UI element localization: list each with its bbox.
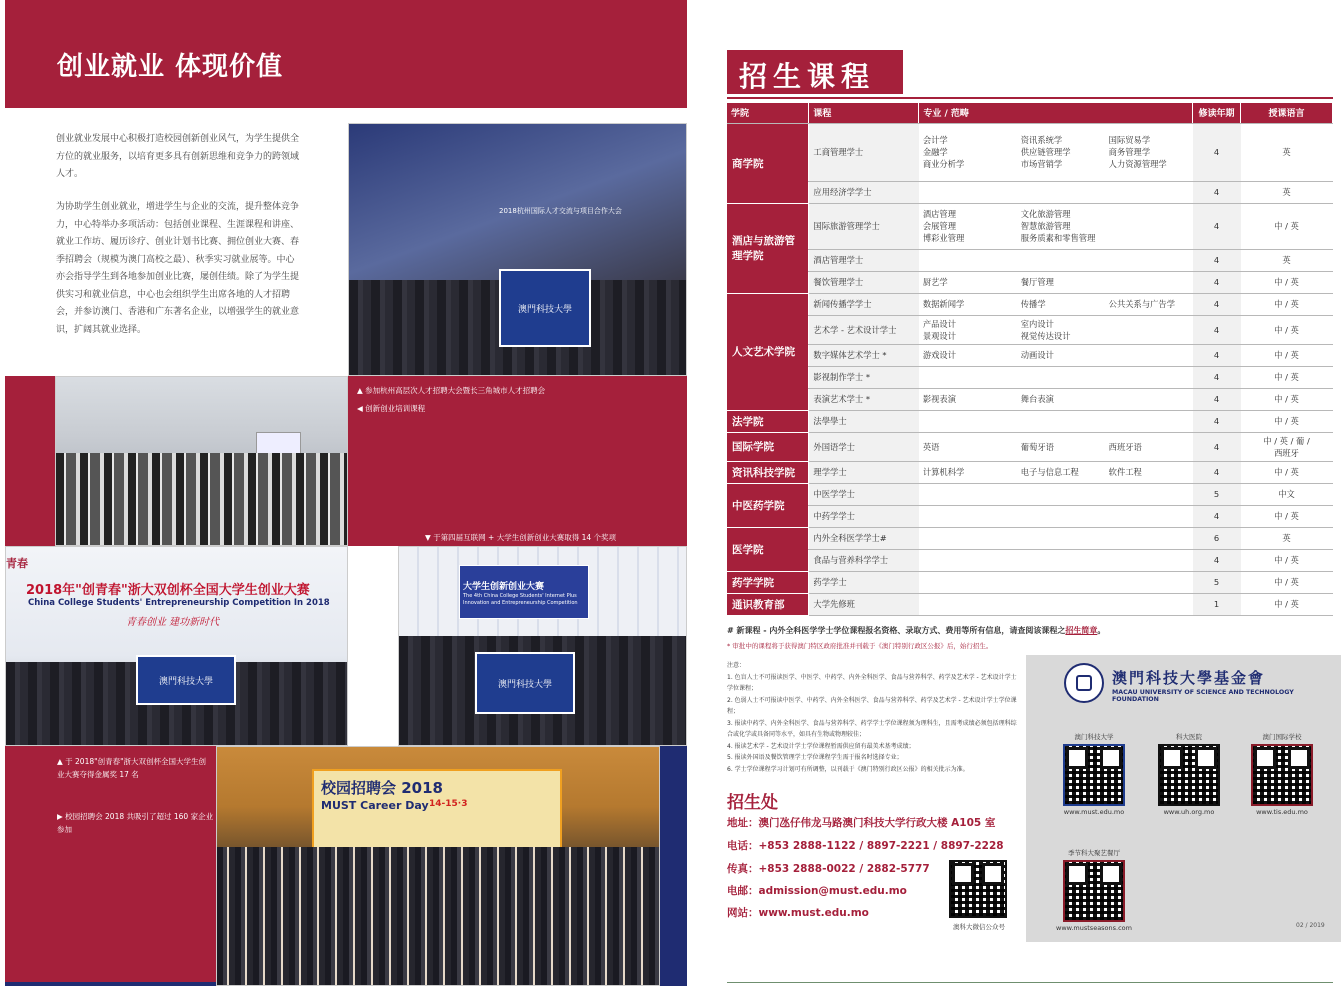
table-row [727, 203, 1333, 249]
major-cell [1105, 271, 1193, 293]
photo-talent-expo [348, 123, 687, 376]
major-cell [1105, 181, 1193, 203]
program-cell: 影视制作学士 * [809, 366, 919, 388]
major-cell [1105, 344, 1193, 366]
major-cell [919, 527, 1017, 549]
caption-band-2 [5, 746, 216, 982]
program-cell: 法學學士 [809, 410, 919, 432]
years-cell: 5 [1193, 483, 1241, 505]
major-cell [1017, 483, 1105, 505]
qr-url-must: www.must.edu.mo [1063, 808, 1125, 816]
major-cell: 资讯系统学 供应链管理学 市场营销学 [1017, 123, 1105, 181]
school-cell: 资讯科技学院 [727, 461, 809, 483]
table-row [727, 483, 1333, 505]
qr-label-hospital: 科大医院 [1176, 733, 1202, 741]
program-cell: 应用经济学学士 [809, 181, 919, 203]
table-row [727, 293, 1333, 315]
col-school: 学院 [727, 103, 809, 123]
major-cell [1105, 388, 1193, 410]
school-cell: 通识教育部 [727, 593, 809, 615]
note-item: 4. 报读艺术学 - 艺术设计学士学位课程暂需供应留有最美术基考成绩； [727, 742, 915, 750]
program-cell: 表演艺术学士 * [809, 388, 919, 410]
program-cell: 工商管理学士 [809, 123, 919, 181]
major-cell [1105, 483, 1193, 505]
table-row [727, 410, 1333, 432]
wechat-qr[interactable] [949, 860, 1007, 918]
school-cell: 人文艺术学院 [727, 293, 809, 410]
years-cell: 4 [1193, 293, 1241, 315]
comp-subtitle: China College Students' Entrepreneurship Competition In 2018 [28, 598, 330, 608]
left-header-title: 创业就业 体现价值 [57, 52, 284, 82]
program-cell: 外国语学士 [809, 432, 919, 461]
major-cell: 文化旅游管理 智慧旅游管理 服务质素和零售管理 [1017, 203, 1105, 249]
office-fax: 传真：+853 2888-0022 / 2882-5777 [727, 863, 930, 875]
right-title-block [727, 50, 903, 94]
language-cell: 中 / 英 [1241, 293, 1333, 315]
major-cell [919, 549, 1017, 571]
foundation-name-cn: 澳門科技大學基金會 [1112, 669, 1266, 687]
qr-label-must: 澳门科技大学 [1074, 733, 1114, 741]
major-cell [1105, 315, 1193, 344]
career-date: 14-15·3 [429, 799, 468, 809]
major-cell [1105, 249, 1193, 271]
caption-competition: ▲ 于 2018"创青春"浙大双创杯全国大学生创业大赛夺得金属奖 17 名 [57, 757, 207, 779]
major-cell: 厨艺学 [919, 271, 1017, 293]
note-item: 1. 色盲人士不可报读医学、中医学、中药学、内外全科医学、食品与营养科学、药学及艺术学 - 艺术设计学士学位课程； [727, 673, 1017, 692]
note-item: 2. 色弱人士不可报读中医学、中药学、内外全科医学、食品与营养科学、药学及艺术学 - 艺术设计学士学位课程； [727, 696, 1017, 715]
major-cell [919, 505, 1017, 527]
program-cell: 药学学士 [809, 571, 919, 593]
years-cell: 6 [1193, 527, 1241, 549]
comp-slogan: 青春创业 建功新时代 [126, 617, 220, 628]
note-item: 5. 报读外国语及餐饮管理学士学位课程学生需于报名时选择专业； [727, 754, 903, 761]
major-cell [919, 366, 1017, 388]
title-rule [727, 97, 1333, 99]
col-program: 课程 [809, 103, 919, 123]
major-cell [1017, 410, 1105, 432]
table-row [727, 549, 1333, 571]
language-cell: 英 [1241, 123, 1333, 181]
years-cell: 4 [1193, 271, 1241, 293]
expo2-title: 大学生创新创业大赛 [463, 582, 545, 592]
major-cell [919, 593, 1017, 615]
major-cell [1017, 549, 1105, 571]
program-cell: 内外全科医学学士# [809, 527, 919, 549]
major-cell [1017, 505, 1105, 527]
years-cell: 4 [1193, 203, 1241, 249]
table-row [727, 249, 1333, 271]
major-cell [1017, 181, 1105, 203]
qr-school[interactable] [1251, 744, 1313, 806]
photo-career-day [216, 746, 660, 986]
major-cell [1017, 571, 1105, 593]
table-row [727, 366, 1333, 388]
language-cell: 中 / 英 [1241, 344, 1333, 366]
major-cell [919, 571, 1017, 593]
major-cell: 餐厅管理 [1017, 271, 1105, 293]
program-cell: 中药学学士 [809, 505, 919, 527]
language-cell: 中文 [1241, 483, 1333, 505]
navy-band-right [660, 746, 687, 986]
expo2-subtitle: The 4th China College Students' Internet Plus Innovation and Entrepreneurship Competition [463, 593, 578, 606]
years-cell: 4 [1193, 366, 1241, 388]
col-language: 授课语言 [1241, 103, 1333, 123]
major-cell: 计算机科学 [919, 461, 1017, 483]
language-cell: 中 / 英 [1241, 593, 1333, 615]
table-row [727, 593, 1333, 615]
language-cell: 中 / 英 [1241, 315, 1333, 344]
photo-competition [5, 546, 348, 746]
bottom-rule [727, 982, 1333, 983]
qr-url-hospital: www.uh.org.mo [1163, 808, 1215, 816]
expo-banner-text: 2018杭州国际人才交流与项目合作大会 [499, 207, 622, 215]
caption-training: ◀ 创新创业培训课程 [357, 404, 426, 413]
major-cell: 产品设计 景观设计 [919, 315, 1017, 344]
program-cell: 酒店管理学士 [809, 249, 919, 271]
years-cell: 4 [1193, 549, 1241, 571]
office-address: 地址：澳门氹仔伟龙马路澳门科技大学行政大楼 A105 室 [727, 817, 996, 829]
major-cell [919, 410, 1017, 432]
office-title: 招生处 [727, 793, 778, 813]
major-cell: 软件工程 [1105, 461, 1193, 483]
col-majors: 专业 / 范畴 [919, 103, 1193, 123]
major-cell: 电子与信息工程 [1017, 461, 1105, 483]
note-item: 6. 学士学位课程学习计划可有所调整，以刊载于《澳门特别行政区公报》的相关批示为准。 [727, 765, 969, 773]
program-cell: 艺术学 - 艺术设计学士 [809, 315, 919, 344]
years-cell: 5 [1193, 571, 1241, 593]
language-cell: 英 [1241, 181, 1333, 203]
table-row [727, 388, 1333, 410]
major-cell [1105, 366, 1193, 388]
wechat-qr-label: 澳科大微信公众号 [953, 923, 1005, 931]
caption-career-day: ▶ 校园招聘会 2018 共吸引了超过 160 家企业参加 [57, 812, 214, 834]
comp-corner-text: 青春 [6, 557, 28, 570]
major-cell: 游戏设计 [919, 344, 1017, 366]
table-row [727, 315, 1333, 344]
table-row [727, 181, 1333, 203]
notes-block [727, 660, 1017, 775]
language-cell: 中 / 英 [1241, 571, 1333, 593]
major-cell [919, 181, 1017, 203]
school-cell: 医学院 [727, 527, 809, 571]
intro-paragraph-1: 创业就业发展中心积极打造校园创新创业风气，为学生提供全方位的就业服务，以培育更多具有创新思维和竞争力的跨领域人才。 [56, 134, 300, 179]
major-cell [1105, 571, 1193, 593]
table-row [727, 271, 1333, 293]
table-row [727, 505, 1333, 527]
major-cell: 酒店管理 会展管理 博彩业管理 [919, 203, 1017, 249]
major-cell [1017, 366, 1105, 388]
school-cell: 国际学院 [727, 432, 809, 461]
program-cell: 中医学学士 [809, 483, 919, 505]
foundation-logo [1064, 663, 1104, 703]
major-cell: 葡萄牙语 [1017, 432, 1105, 461]
school-cell: 中医药学院 [727, 483, 809, 527]
office-phone: 电话：+853 2888-1122 / 8897-2221 / 8897-2228 [727, 840, 1004, 852]
major-cell [1105, 549, 1193, 571]
col-years: 修读年期 [1193, 103, 1241, 123]
qr-hospital[interactable] [1158, 744, 1220, 806]
major-cell: 传播学 [1017, 293, 1105, 315]
program-cell: 餐饮管理学士 [809, 271, 919, 293]
years-cell: 4 [1193, 315, 1241, 344]
major-cell: 西班牙语 [1105, 432, 1193, 461]
years-cell: 4 [1193, 123, 1241, 181]
years-cell: 4 [1193, 505, 1241, 527]
years-cell: 4 [1193, 181, 1241, 203]
years-cell: 4 [1193, 432, 1241, 461]
note-star: * 审批中的课程将于获得澳门特区政府批准并刊载于《澳门特别行政区公报》后，始行招生。 [727, 642, 993, 650]
years-cell: 4 [1193, 344, 1241, 366]
caption-expo: ▲ 参加杭州高层次人才招聘大会暨长三角城市人才招聘会 [357, 386, 546, 395]
issue-number: 02 / 2019 [1296, 922, 1325, 929]
language-cell: 中 / 英 [1241, 271, 1333, 293]
major-cell [1105, 410, 1193, 432]
language-cell: 中 / 英 [1241, 366, 1333, 388]
table-row [727, 461, 1333, 483]
table-row [727, 432, 1333, 461]
major-cell [1105, 505, 1193, 527]
caption-internet-plus: ▼ 于第四届互联网 + 大学生创新创业大赛取得 14 个奖项 [425, 533, 617, 542]
major-cell: 会计学 金融学 商业分析学 [919, 123, 1017, 181]
major-cell [919, 249, 1017, 271]
left-header-band [5, 0, 687, 108]
right-title: 招生课程 [739, 60, 876, 93]
major-cell: 舞台表演 [1017, 388, 1105, 410]
table-row [727, 344, 1333, 366]
program-cell: 数字媒体艺术学士 * [809, 344, 919, 366]
table-row [727, 123, 1333, 181]
qr-url-restaurant: www.mustseasons.com [1056, 924, 1132, 932]
major-cell: 影视表演 [919, 388, 1017, 410]
major-cell [1017, 527, 1105, 549]
flag: 澳門科技大學 [499, 269, 591, 347]
major-cell [1105, 203, 1193, 249]
years-cell: 4 [1193, 461, 1241, 483]
photo-internet-plus [398, 546, 687, 746]
language-cell: 英 [1241, 249, 1333, 271]
office-email[interactable]: 电邮：admission@must.edu.mo [727, 885, 907, 897]
years-cell: 4 [1193, 249, 1241, 271]
language-cell: 中 / 英 [1241, 461, 1333, 483]
major-cell [1105, 593, 1193, 615]
major-cell: 公共关系与广告学 [1105, 293, 1193, 315]
career-title: 校园招聘会 2018 [321, 779, 443, 797]
comp-title: 2018年"创青春"浙大双创杯全国大学生创业大赛 [26, 583, 310, 598]
language-cell: 中 / 英 / 葡 / 西班牙 [1241, 432, 1333, 461]
office-website[interactable]: 网站：www.must.edu.mo [727, 907, 869, 919]
major-cell: 国际贸易学 商务管理学 人力资源管理学 [1105, 123, 1193, 181]
table-row [727, 527, 1333, 549]
program-cell: 食品与营养科学学士 [809, 549, 919, 571]
years-cell: 1 [1193, 593, 1241, 615]
program-cell: 新闻传播学学士 [809, 293, 919, 315]
major-cell [1105, 527, 1193, 549]
major-cell [919, 483, 1017, 505]
language-cell: 中 / 英 [1241, 549, 1333, 571]
table-row [727, 571, 1333, 593]
school-cell: 药学学院 [727, 571, 809, 593]
language-cell: 中 / 英 [1241, 388, 1333, 410]
program-cell: 理学学士 [809, 461, 919, 483]
years-cell: 4 [1193, 388, 1241, 410]
note-hash: # 新课程 - 内外全科医学学士学位课程报名资格、录取方式、费用等所有信息，请查阅该课程之招生简章。 [727, 626, 1106, 635]
qr-restaurant[interactable] [1063, 860, 1125, 922]
language-cell: 中 / 英 [1241, 203, 1333, 249]
career-subtitle: MUST Career Day [321, 799, 429, 812]
years-cell: 4 [1193, 410, 1241, 432]
school-cell: 酒店与旅游管理学院 [727, 203, 809, 293]
qr-url-school: www.tis.edu.mo [1256, 808, 1308, 816]
major-cell: 室内设计 视觉传达设计 [1017, 315, 1105, 344]
prospectus-link[interactable]: 招生简章 [1065, 626, 1098, 635]
program-cell: 大学先修班 [809, 593, 919, 615]
qr-must[interactable] [1063, 744, 1125, 806]
qr-label-school: 澳门国际学校 [1262, 733, 1302, 741]
language-cell: 英 [1241, 527, 1333, 549]
language-cell: 中 / 英 [1241, 410, 1333, 432]
major-cell: 数据新闻学 [919, 293, 1017, 315]
language-cell: 中 / 英 [1241, 505, 1333, 527]
major-cell: 英语 [919, 432, 1017, 461]
major-cell [1017, 593, 1105, 615]
flag: 澳門科技大學 [475, 652, 575, 714]
programs-table [727, 103, 1333, 616]
intro-paragraph-2: 为协助学生创业就业，增进学生与企业的交流，提升整体竞争力，中心特举办多项活动：包括创业课程、生涯课程和讲座、就业工作坊、履历诊疗、创业计划书比赛、拥位创业大赛、春季招聘会（规模为澳门高校之最）、秋季实习就业展等。中心亦会指导学生到各地参加创业比赛，屡创佳绩。除了为学生提供实习和就业信息，中心也会组织学生出席各地的人才招聘会，并参访澳门、香港和广东著名企业，以增强学生的就业意识，扩阔其就业选择。 [56, 202, 300, 335]
qr-label-restaurant: 季节科大聚艺餐厅 [1068, 849, 1120, 857]
note-item: 3. 报读中药学、内外全科医学、食品与营养科学、药学学士学位课程须为理科生，且需考成绩必须包括理科综合或化学或具备同等水平，如具有生物或物理较佳； [727, 719, 1017, 738]
photo-training-class [55, 376, 348, 546]
school-cell: 法学院 [727, 410, 809, 432]
foundation-name-en: MACAU UNIVERSITY OF SCIENCE AND TECHNOLOGY FOUNDATION [1112, 689, 1294, 703]
notes-title: 注意： [727, 662, 746, 669]
school-cell: 商学院 [727, 123, 809, 203]
major-cell: 动画设计 [1017, 344, 1105, 366]
program-cell: 国际旅游管理学士 [809, 203, 919, 249]
major-cell [1017, 249, 1105, 271]
flag: 澳門科技大學 [136, 655, 236, 705]
